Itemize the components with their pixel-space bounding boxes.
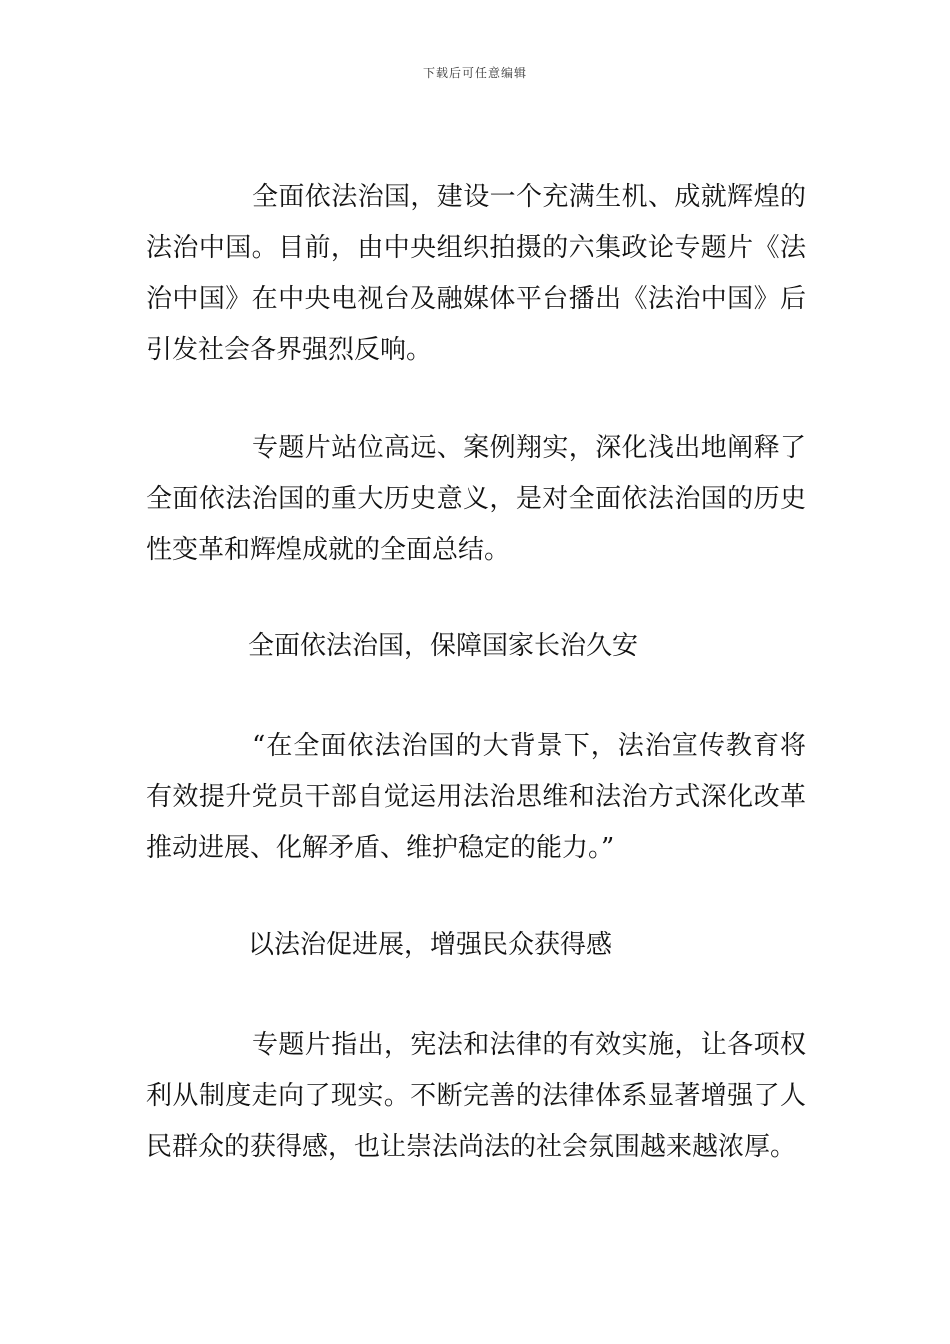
paragraph-intro: 全面依法治国，建设一个充满生机、成就辉煌的法治中国。目前，由中央组织拍摄的六集政论专题片《法治中国》在中央电视台及融媒体平台播出《法治中国》后引发社会各界强烈反响。 (146, 182, 806, 365)
section-heading-2: 以法治促进展，增强民众获得感 (248, 930, 613, 960)
paragraph-quote: “在全面依法治国的大背景下，法治宣传教育将有效提升党员干部自觉运用法治思维和法治方式深化改革推动进展、化解矛盾、维护稳定的能力。” (146, 731, 806, 863)
paragraph-summary: 专题片站位高远、案例翔实，深化浅出地阐释了全面依法治国的重大历史意义，是对全面依法治国的历史性变革和辉煌成就的全面总结。 (146, 433, 806, 565)
section-heading-1: 全面依法治国，保障国家长治久安 (248, 631, 639, 661)
header-note: 下载后可任意编辑 (422, 66, 527, 80)
paragraph-conclusion: 专题片指出，宪法和法律的有效实施，让各项权利从制度走向了现实。不断完善的法律体系显著增强了人民群众的获得感，也让崇法尚法的社会氛围越来越浓厚。 (146, 1030, 806, 1162)
